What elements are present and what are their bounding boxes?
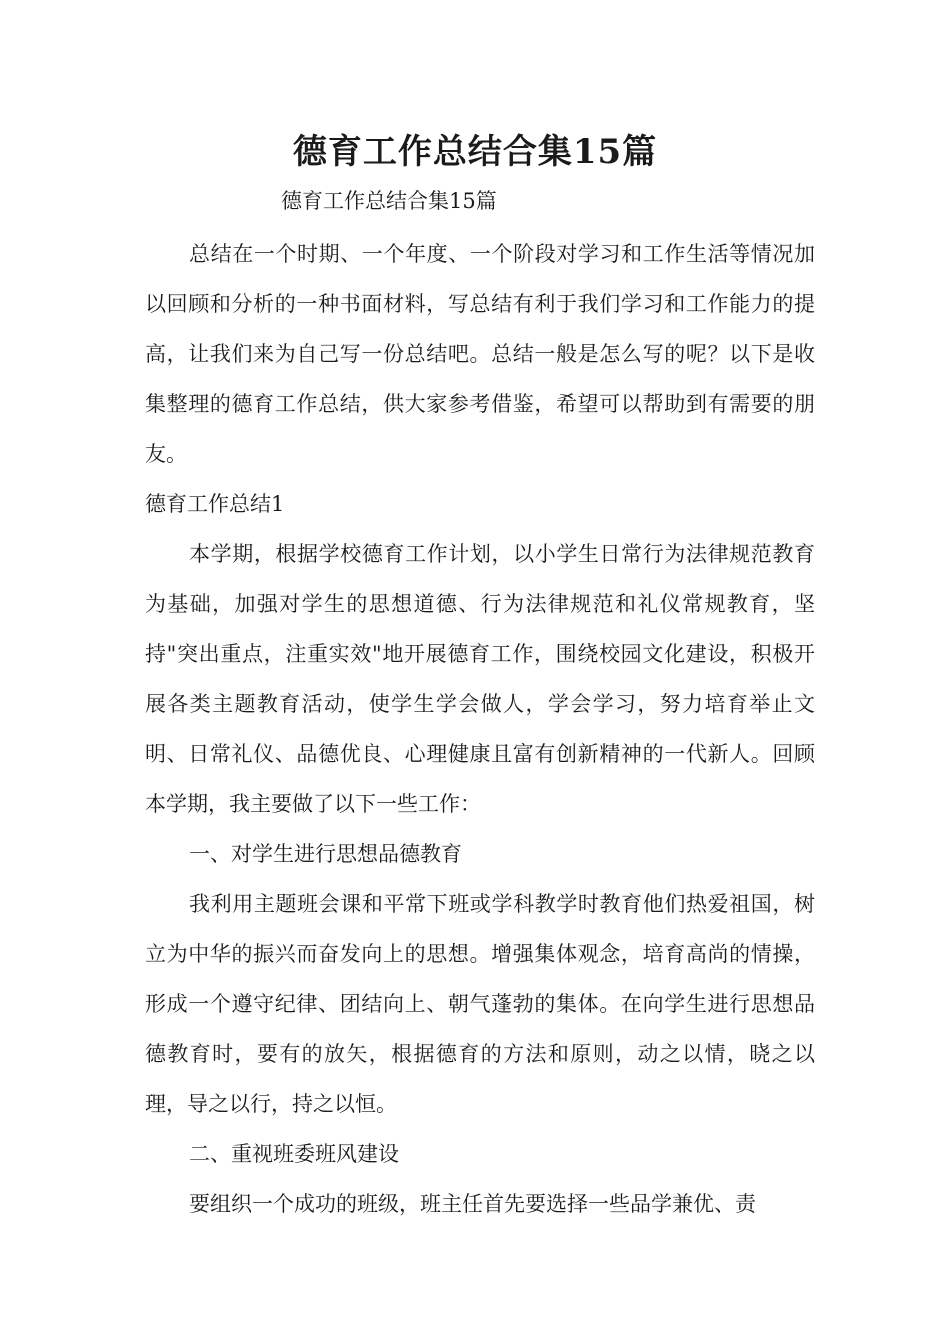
body-paragraph: 要组织一个成功的班级，班主任首先要选择一些品学兼优、责 bbox=[189, 1192, 756, 1216]
body-paragraph: 本学期，根据学校德育工作计划，以小学生日常行为法律规范教育为基础，加强对学生的思想道德、行为法律规范和礼仪常规教育，坚持"突出重点，注重实效"地开展德育工作，围绕校园文化建设，积极开展各类主题教育活动，使学生学会做人，学会学习，努力培育举止文明、日常礼仪、品德优良、心理健康且富有创新精神的一代新人。回顾本学期，我主要做了以下一些工作： bbox=[145, 542, 815, 816]
sub-heading: 一、对学生进行思想品德教育 bbox=[189, 842, 462, 866]
document-title: 德育工作总结合集15篇 bbox=[292, 132, 658, 172]
section-heading: 德育工作总结1 bbox=[145, 492, 285, 516]
document-body bbox=[145, 229, 815, 1229]
body-paragraph: 我利用主题班会课和平常下班或学科教学时教育他们热爱祖国，树立为中华的振兴而奋发向上的思想。增强集体观念，培育高尚的情操，形成一个遵守纪律、团结向上、朝气蓬勃的集体。在向学生进行思想品德教育时，要有的放矢，根据德育的方法和原则，动之以情，晓之以理，导之以行，持之以恒。 bbox=[145, 892, 815, 1116]
sub-heading: 二、重视班委班风建设 bbox=[189, 1142, 399, 1166]
intro-paragraph: 总结在一个时期、一个年度、一个阶段对学习和工作生活等情况加以回顾和分析的一种书面材料，写总结有利于我们学习和工作能力的提高，让我们来为自己写一份总结吧。总结一般是怎么写的呢？以下是收集整理的德育工作总结，供大家参考借鉴，希望可以帮助到有需要的朋友。 bbox=[145, 242, 815, 466]
document-subtitle: 德育工作总结合集15篇 bbox=[281, 189, 497, 213]
